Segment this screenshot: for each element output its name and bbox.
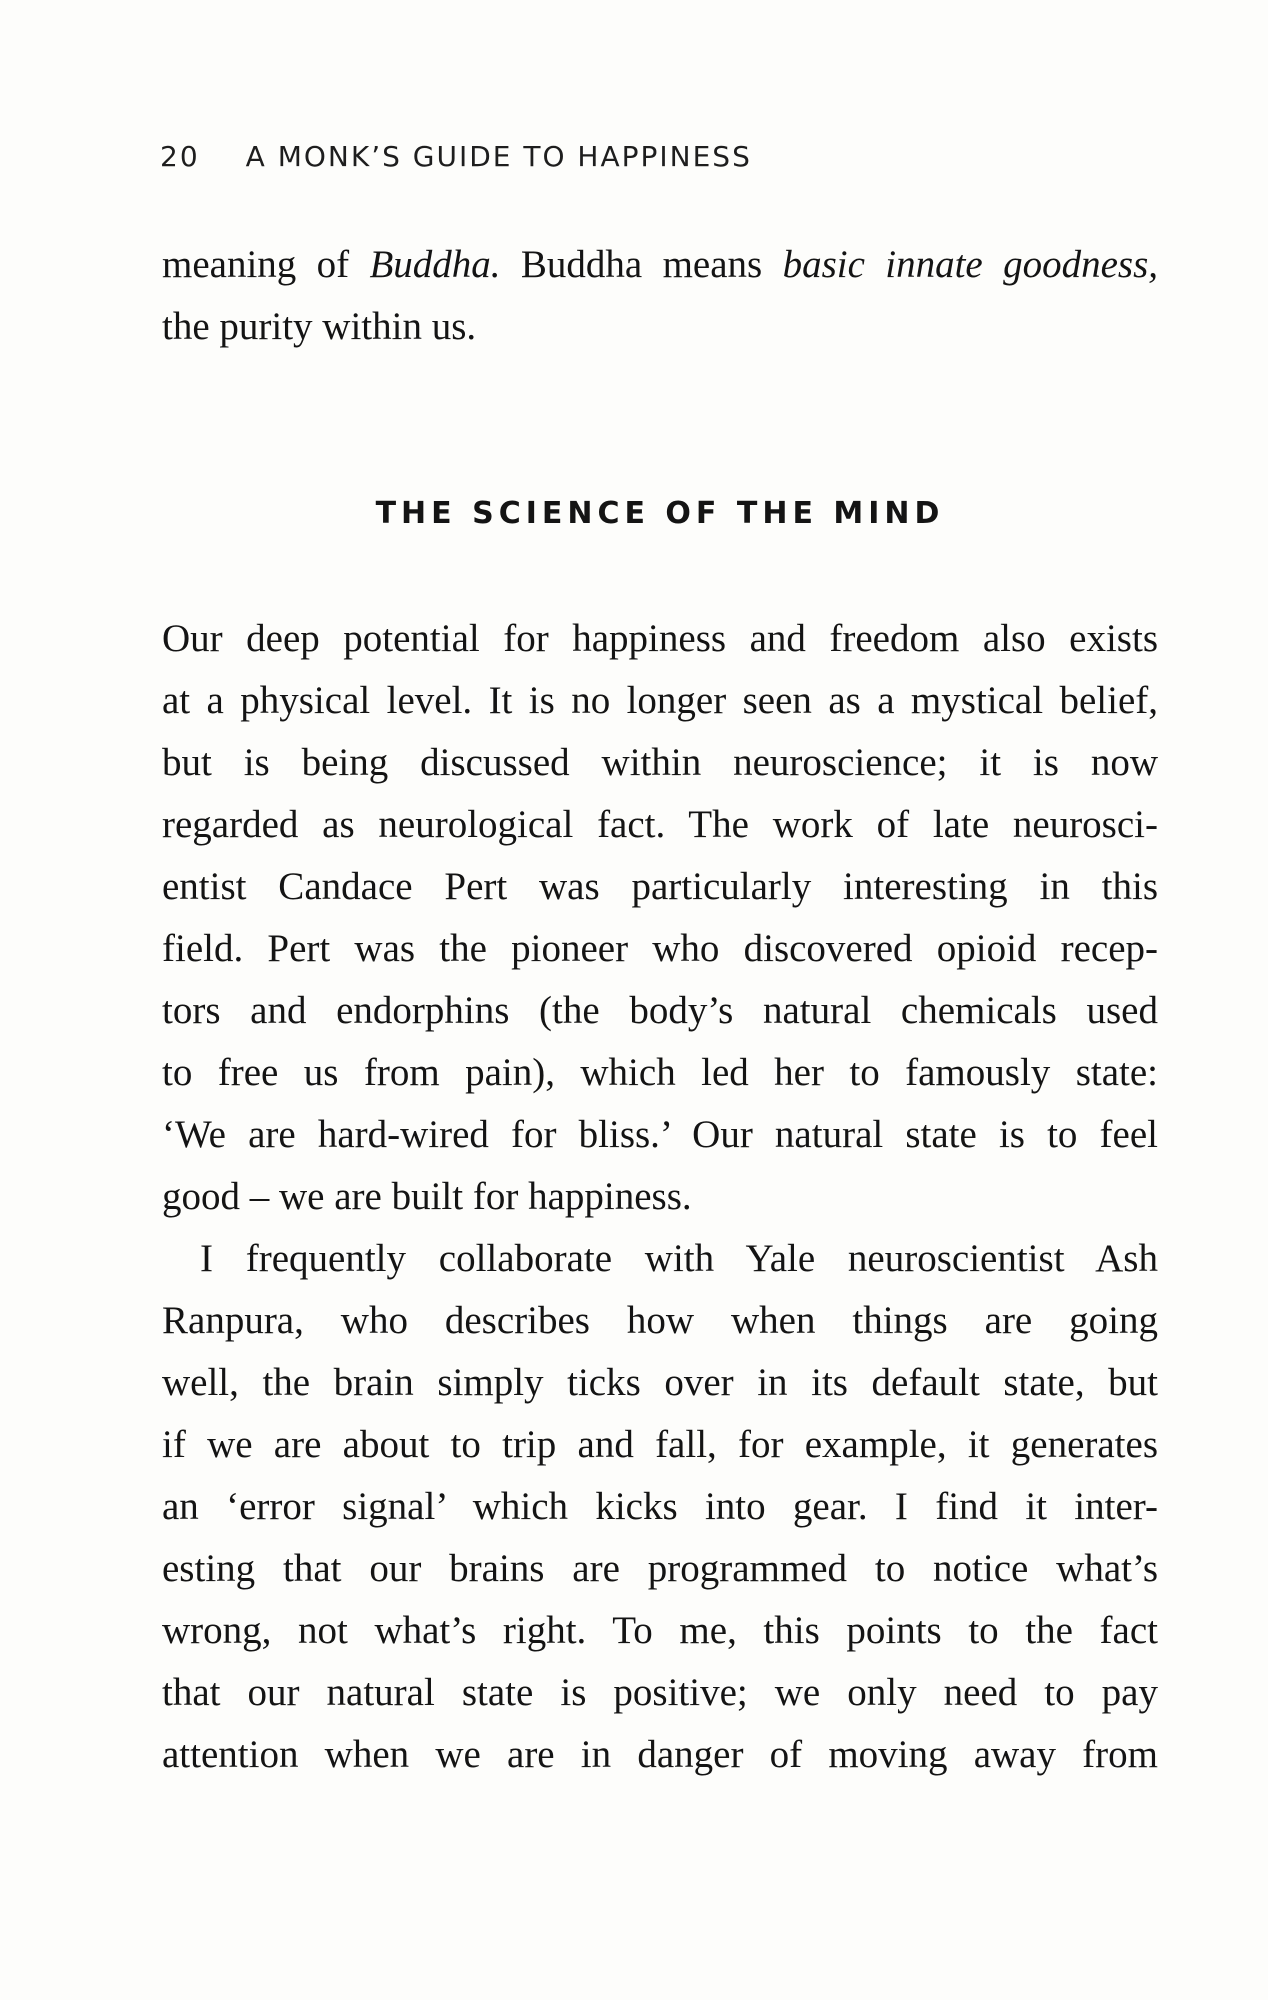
text-line: tors and endorphins (the body’s natural chemicals used xyxy=(162,989,1158,1032)
text-line: at a physical level. It is no longer seen as a mystical belief, xyxy=(162,679,1158,722)
text-line: attention when we are in danger of moving away from xyxy=(162,1733,1158,1776)
continuation-paragraph xyxy=(162,234,1158,358)
running-head xyxy=(160,140,752,173)
italic-term: basic innate goodness, xyxy=(782,243,1158,286)
text-line: to free us from pain), which led her to famously state: xyxy=(162,1051,1158,1094)
text-line: good – we are built for happiness. xyxy=(162,1175,692,1218)
text-run: meaning of xyxy=(162,243,370,286)
text-line: an ‘error signal’ which kicks into gear. I find it inter- xyxy=(162,1485,1158,1528)
text-line: wrong, not what’s right. To me, this points to the fact xyxy=(162,1609,1158,1652)
main-text xyxy=(162,608,1158,1786)
text-line: ‘We are hard-wired for bliss.’ Our natural state is to feel xyxy=(162,1113,1158,1156)
text-line xyxy=(162,234,1158,296)
text-run: Buddha means xyxy=(500,243,783,286)
text-line: Our deep potential for happiness and freedom also exists xyxy=(162,617,1158,660)
text-line: regarded as neurological fact. The work of late neurosci- xyxy=(162,803,1158,846)
text-line: I frequently collaborate with Yale neuroscientist Ash xyxy=(200,1237,1158,1280)
text-line: if we are about to trip and fall, for example, it generates xyxy=(162,1423,1158,1466)
text-line: the purity within us. xyxy=(162,305,477,348)
text-line: field. Pert was the pioneer who discovered opioid recep- xyxy=(162,927,1158,970)
book-title: A MONK’S GUIDE TO HAPPINESS xyxy=(245,140,752,173)
text-line: esting that our brains are programmed to notice what’s xyxy=(162,1547,1158,1590)
text-line: that our natural state is positive; we only need to pay xyxy=(162,1671,1158,1714)
text-line: well, the brain simply ticks over in its default state, but xyxy=(162,1361,1158,1404)
text-line: entist Candace Pert was particularly interesting in this xyxy=(162,865,1158,908)
text-line: Ranpura, who describes how when things are going xyxy=(162,1299,1158,1342)
text-line: but is being discussed within neuroscience; it is now xyxy=(162,741,1158,784)
section-heading: THE SCIENCE OF THE MIND xyxy=(375,496,945,531)
italic-term: Buddha. xyxy=(369,243,501,286)
page-number: 20 xyxy=(160,140,200,173)
